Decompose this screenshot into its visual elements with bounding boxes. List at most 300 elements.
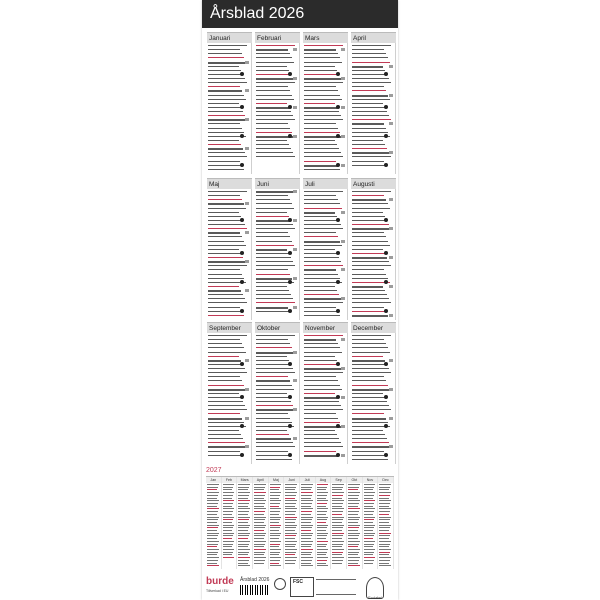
mini-day (301, 522, 311, 523)
mini-day (270, 560, 281, 561)
mini-day (285, 495, 296, 496)
mini-day (301, 546, 311, 547)
moon-phase-icon (288, 280, 292, 284)
day-row (256, 199, 290, 200)
mini-day (364, 492, 376, 493)
day-row (304, 455, 338, 457)
mini-day (238, 522, 248, 523)
day-row (208, 107, 241, 108)
mini-day (254, 484, 266, 485)
mini-day (207, 525, 219, 526)
mini-day (317, 544, 328, 545)
mini-day (285, 519, 296, 520)
day-row (352, 459, 388, 460)
day-row (304, 66, 335, 67)
day-row (208, 343, 242, 344)
day-row (304, 78, 341, 80)
day-row (352, 257, 387, 259)
day-row (304, 290, 337, 291)
day-row (256, 397, 289, 398)
day-row (256, 261, 293, 262)
day-row (304, 385, 340, 386)
day-row (208, 372, 247, 373)
day-row (256, 115, 293, 116)
day-row (256, 220, 291, 222)
day-row (208, 165, 242, 166)
mini-day (285, 517, 297, 518)
day-row (256, 107, 289, 109)
mini-day (270, 503, 281, 504)
mini-day (364, 519, 375, 520)
moon-phase-icon (240, 309, 244, 313)
mini-day (223, 554, 233, 555)
mini-day (348, 517, 360, 518)
day-row (352, 298, 389, 299)
mini-day (270, 527, 281, 528)
month-name: Maj (207, 178, 252, 189)
day-row (304, 86, 336, 87)
day-row (256, 459, 292, 460)
mini-day (348, 557, 360, 558)
day-row (352, 451, 384, 452)
week-number (293, 190, 297, 193)
day-row (208, 434, 241, 435)
day-row (256, 152, 293, 153)
moon-phase-icon (384, 251, 388, 255)
mini-day (317, 535, 328, 536)
mini-day (238, 487, 249, 488)
day-row (208, 220, 243, 221)
day-row (208, 360, 241, 362)
mini-day (270, 533, 282, 534)
moon-phase-icon (384, 105, 388, 109)
day-row (256, 128, 290, 129)
mini-day (332, 492, 344, 493)
day-row (304, 107, 337, 109)
week-number (341, 268, 345, 271)
day-row (256, 228, 295, 229)
week-number (245, 260, 249, 263)
day-row (352, 405, 389, 406)
day-row (208, 397, 241, 398)
day-row (352, 343, 386, 344)
mini-day (332, 527, 343, 528)
mini-day (301, 500, 313, 501)
mini-day (270, 552, 281, 553)
day-row (304, 278, 340, 279)
week-number (245, 89, 249, 92)
day-row (352, 265, 391, 266)
next-year-label: 2027 (206, 467, 222, 474)
mini-day (379, 541, 391, 542)
moon-phase-icon (384, 395, 388, 399)
mini-day (270, 554, 280, 555)
mini-day (364, 557, 376, 558)
mini-day (207, 557, 219, 558)
mini-month-1 (206, 477, 222, 569)
day-row (256, 74, 291, 75)
mini-day (364, 544, 375, 545)
day-row (304, 446, 343, 447)
day-row (208, 389, 246, 391)
mini-day (317, 484, 329, 485)
week-number (293, 408, 297, 411)
mini-day (332, 560, 343, 561)
month-days (255, 333, 300, 464)
mini-day (270, 498, 280, 499)
mini-day (332, 517, 344, 518)
day-row (304, 372, 343, 373)
mini-day (379, 549, 391, 550)
day-row (304, 236, 338, 237)
title-bar (202, 0, 398, 28)
day-row (304, 132, 340, 133)
day-row (208, 401, 243, 402)
moon-phase-icon (336, 105, 340, 109)
day-row (256, 389, 294, 390)
mini-day (207, 498, 217, 499)
mini-day (379, 506, 389, 507)
day-row (352, 274, 386, 275)
day-row (352, 140, 383, 141)
day-row (208, 438, 243, 439)
mini-day (379, 557, 391, 558)
moon-phase-icon (336, 280, 340, 284)
day-row (352, 78, 389, 79)
mini-day (301, 519, 312, 520)
day-row (304, 49, 336, 51)
mini-day (348, 498, 358, 499)
day-row (304, 203, 340, 204)
mini-day (254, 552, 265, 553)
mini-day (223, 519, 234, 520)
mini-day (207, 511, 218, 512)
mini-day (223, 522, 233, 523)
mini-day (348, 503, 359, 504)
mini-day (317, 554, 327, 555)
day-row (208, 161, 240, 162)
day-row (352, 438, 387, 439)
day-row (256, 401, 291, 402)
mini-day (223, 484, 235, 485)
mini-day (348, 535, 359, 536)
mini-day (285, 508, 297, 509)
mini-month-9 (331, 477, 347, 569)
mini-day (223, 489, 233, 490)
mini-day (301, 525, 313, 526)
mini-day (332, 546, 342, 547)
day-row (352, 360, 385, 362)
mini-day (207, 546, 217, 547)
day-row (256, 132, 292, 133)
day-row (256, 249, 287, 251)
day-row (352, 57, 388, 58)
mini-day (348, 541, 360, 542)
week-number (389, 388, 393, 391)
mini-day (348, 511, 359, 512)
day-row (256, 123, 288, 124)
day-row (208, 66, 239, 67)
day-row (208, 368, 245, 369)
mini-day (238, 498, 248, 499)
mini-day (285, 506, 295, 507)
day-row (256, 70, 289, 71)
day-row (352, 103, 383, 104)
mini-day (238, 563, 248, 564)
day-row (208, 380, 242, 381)
mini-day (207, 535, 218, 536)
day-row (256, 393, 287, 394)
day-row (208, 298, 245, 299)
day-row (304, 343, 338, 344)
mini-day (379, 552, 390, 553)
day-row (304, 418, 338, 419)
day-row (256, 356, 287, 357)
mini-day (348, 506, 358, 507)
mini-day (317, 541, 329, 542)
mini-day (348, 492, 360, 493)
day-row (256, 99, 294, 100)
mini-day (301, 495, 312, 496)
day-row (256, 57, 292, 58)
month-4 (351, 32, 396, 174)
mini-day (332, 489, 342, 490)
day-row (304, 364, 339, 365)
mini-day (364, 552, 375, 553)
mini-month-4 (253, 477, 269, 569)
mini-day (364, 495, 375, 496)
mini-day (285, 522, 295, 523)
month-name: Januari (207, 32, 252, 43)
mini-day (332, 498, 342, 499)
mini-day (379, 525, 391, 526)
mini-day (317, 487, 328, 488)
day-row (256, 335, 295, 336)
mini-day (348, 514, 358, 515)
week-number (389, 417, 393, 420)
day-row (304, 265, 343, 266)
day-row (208, 455, 242, 456)
mini-month-11 (363, 477, 379, 569)
day-row (352, 224, 389, 225)
day-row (352, 430, 383, 431)
day-row (256, 290, 289, 291)
mini-day (238, 514, 248, 515)
mini-day (379, 508, 391, 509)
recycle-icon (274, 578, 286, 590)
mini-day (301, 498, 311, 499)
mini-day (254, 522, 264, 523)
day-row (352, 372, 391, 373)
mini-day (270, 549, 282, 550)
mini-day (348, 489, 358, 490)
day-row (208, 132, 244, 133)
mini-day (223, 541, 235, 542)
mini-month-6 (284, 477, 300, 569)
day-row (352, 161, 384, 162)
day-row (256, 236, 290, 237)
mini-month-name: Nov (363, 477, 378, 483)
mini-day (364, 533, 376, 534)
day-row (352, 107, 385, 108)
day-row (304, 393, 335, 394)
month-days (303, 189, 348, 320)
mini-day (238, 506, 248, 507)
month-days (207, 43, 252, 174)
mini-day (317, 519, 328, 520)
moon-phase-icon (384, 453, 388, 457)
mini-day (270, 530, 280, 531)
day-row (256, 418, 290, 419)
mini-day (364, 522, 374, 523)
day-row (352, 376, 384, 377)
mini-day (254, 541, 266, 542)
month-11 (303, 322, 348, 464)
mini-day (379, 517, 391, 518)
day-row (208, 405, 245, 406)
day-row (304, 111, 339, 112)
mini-day (254, 549, 266, 550)
week-number (389, 122, 393, 125)
day-row (208, 119, 247, 121)
day-row (208, 409, 247, 410)
day-row (352, 294, 387, 295)
day-row (352, 152, 389, 154)
day-row (256, 140, 287, 141)
month-7 (303, 178, 348, 320)
mini-month-5 (269, 477, 285, 569)
month-2 (255, 32, 300, 174)
week-number (293, 219, 297, 222)
mini-day (238, 538, 248, 539)
mini-month-name: Jan (206, 477, 221, 483)
mini-day (254, 546, 264, 547)
day-row (352, 347, 388, 348)
month-days (303, 333, 348, 464)
week-number (389, 65, 393, 68)
day-row (256, 376, 288, 377)
mini-day (285, 503, 296, 504)
mini-day (364, 554, 374, 555)
mini-day (270, 538, 280, 539)
week-number (341, 425, 345, 428)
mini-day (238, 557, 250, 558)
manufacture-note: Tillverkad i EU (206, 589, 229, 593)
mini-day (379, 530, 389, 531)
mini-day (379, 503, 390, 504)
day-row (352, 269, 384, 270)
day-row (256, 446, 295, 447)
mini-day (364, 487, 375, 488)
mini-day (348, 565, 360, 566)
day-row (304, 347, 340, 348)
mini-day (301, 535, 312, 536)
mini-month-name: Juli (300, 477, 315, 483)
week-number (389, 198, 393, 201)
day-row (208, 294, 243, 295)
day-row (208, 95, 244, 96)
week-number (341, 454, 345, 457)
mini-day (285, 563, 295, 564)
mini-day (254, 503, 265, 504)
week-number (341, 211, 345, 214)
barcode (240, 585, 268, 595)
moon-phase-icon (288, 362, 292, 366)
mini-day (301, 489, 311, 490)
mini-day (270, 525, 282, 526)
mini-day (379, 495, 390, 496)
day-row (208, 290, 241, 292)
mini-day (301, 487, 312, 488)
day-row (256, 66, 287, 67)
mini-day (207, 508, 219, 509)
next-year-overview (206, 476, 394, 569)
day-row (208, 111, 243, 112)
day-row (352, 90, 386, 91)
day-row (352, 368, 389, 369)
mini-month-name: Aug (316, 477, 331, 483)
day-row (304, 220, 339, 221)
mini-day (364, 560, 375, 561)
mini-day (207, 554, 217, 555)
day-row (208, 422, 244, 423)
day-row (208, 212, 239, 213)
week-number (293, 306, 297, 309)
mini-day (238, 549, 250, 550)
week-number (389, 256, 393, 259)
mini-day (285, 533, 297, 534)
mini-day (270, 546, 280, 547)
month-name: Februari (255, 32, 300, 43)
day-row (208, 347, 244, 348)
moon-phase-icon (240, 424, 244, 428)
mini-day (254, 525, 266, 526)
day-row (256, 413, 288, 414)
day-row (304, 90, 338, 91)
mini-day (301, 557, 313, 558)
mini-day (254, 557, 266, 558)
mini-day (332, 508, 344, 509)
mini-day (254, 514, 264, 515)
week-number (389, 151, 393, 154)
mini-day (223, 503, 234, 504)
moon-phase-icon (288, 105, 292, 109)
mini-day (285, 514, 295, 515)
day-row (304, 128, 338, 129)
day-row (208, 241, 244, 242)
mini-day (254, 492, 266, 493)
mini-day (364, 489, 374, 490)
day-row (352, 290, 385, 291)
mini-day (301, 506, 311, 507)
moon-phase-icon (336, 251, 340, 255)
mini-day (301, 549, 313, 550)
day-row (352, 434, 385, 435)
mini-day (317, 565, 329, 566)
day-row (208, 70, 241, 71)
day-row (304, 152, 341, 153)
mini-day (317, 508, 329, 509)
mini-day (285, 538, 295, 539)
day-row (256, 294, 291, 295)
day-row (304, 261, 341, 262)
mini-day (379, 519, 390, 520)
mini-day (285, 511, 296, 512)
day-row (304, 315, 340, 316)
day-row (304, 199, 338, 200)
day-row (208, 451, 240, 452)
month-name: April (351, 32, 396, 43)
